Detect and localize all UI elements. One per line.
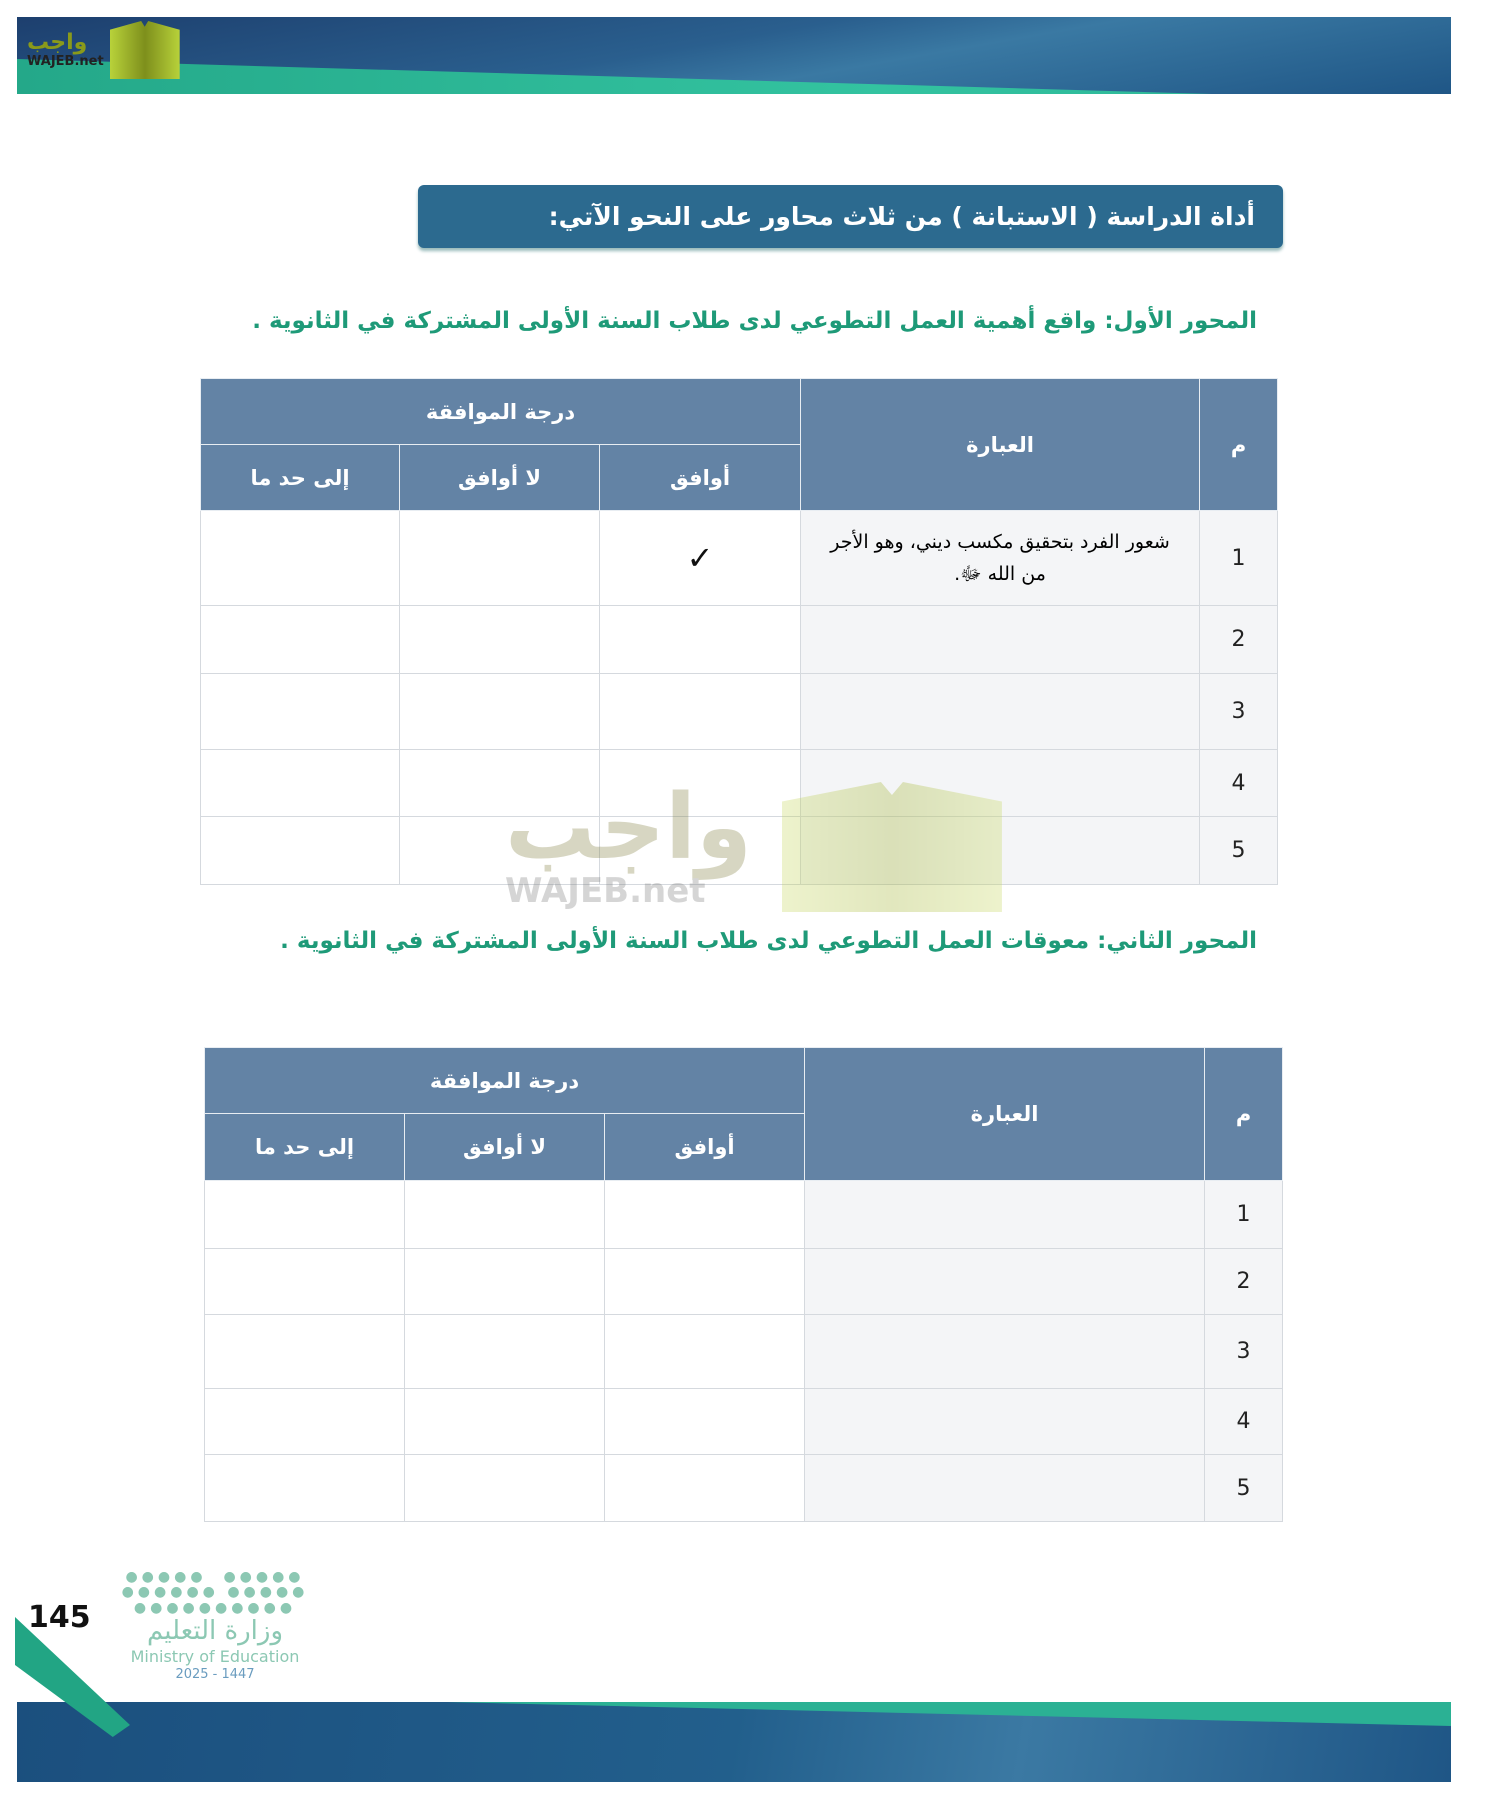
agree-cell[interactable] bbox=[605, 1249, 805, 1315]
row-number: 4 bbox=[1200, 750, 1278, 817]
degree-header: درجة الموافقة bbox=[201, 379, 801, 445]
somewhat-cell[interactable] bbox=[205, 1455, 405, 1522]
col-disagree-header: لا أوافق bbox=[400, 445, 600, 511]
somewhat-cell[interactable] bbox=[205, 1315, 405, 1389]
col-somewhat-header: إلى حد ما bbox=[201, 445, 400, 511]
logo-suffix: .net bbox=[74, 53, 104, 69]
table-row bbox=[201, 606, 1278, 674]
somewhat-cell[interactable] bbox=[201, 606, 400, 674]
statement-cell[interactable] bbox=[805, 1455, 1205, 1522]
row-number: 3 bbox=[1205, 1315, 1283, 1389]
statement-cell[interactable] bbox=[801, 817, 1200, 885]
statement-cell[interactable] bbox=[801, 750, 1200, 817]
agree-cell[interactable] bbox=[600, 750, 801, 817]
disagree-cell[interactable] bbox=[405, 1389, 605, 1455]
table-row bbox=[201, 817, 1278, 885]
ministry-year: 2025 - 1447 bbox=[175, 1666, 255, 1682]
col-disagree-header: لا أوافق bbox=[405, 1114, 605, 1181]
title-text: أداة الدراسة ( الاستبانة ) من ثلاث محاور على النحو الآتي: bbox=[548, 202, 1255, 231]
somewhat-cell[interactable] bbox=[205, 1181, 405, 1249]
disagree-cell[interactable] bbox=[405, 1455, 605, 1522]
col-agree-header: أوافق bbox=[600, 445, 801, 511]
row-number: 3 bbox=[1200, 674, 1278, 750]
wajeb-logo[interactable] bbox=[27, 21, 180, 79]
axis1-heading: المحور الأول: واقع أهمية العمل التطوعي لدى طلاب السنة الأولى المشتركة في الثانوية . bbox=[252, 308, 1257, 334]
header-banner bbox=[17, 17, 1451, 94]
row-number: 2 bbox=[1200, 606, 1278, 674]
agree-cell[interactable] bbox=[605, 1389, 805, 1455]
somewhat-cell[interactable] bbox=[201, 674, 400, 750]
page-title bbox=[418, 185, 1283, 248]
agree-cell[interactable] bbox=[605, 1181, 805, 1249]
row-number: 2 bbox=[1205, 1249, 1283, 1315]
statement-cell[interactable] bbox=[801, 606, 1200, 674]
logo-arabic: واجب bbox=[27, 29, 88, 55]
table-row bbox=[201, 674, 1278, 750]
table-row bbox=[205, 1455, 1283, 1522]
row-number: 1 bbox=[1200, 511, 1278, 606]
col-num-header: م bbox=[1205, 1048, 1283, 1181]
col-statement-header: العبارة bbox=[801, 379, 1200, 511]
statement-cell[interactable] bbox=[805, 1249, 1205, 1315]
col-statement-header: العبارة bbox=[805, 1048, 1205, 1181]
disagree-cell[interactable] bbox=[400, 750, 600, 817]
statement-cell[interactable] bbox=[805, 1181, 1205, 1249]
axis1-table bbox=[200, 378, 1278, 885]
table-row bbox=[205, 1249, 1283, 1315]
somewhat-cell[interactable] bbox=[201, 817, 400, 885]
axis2-heading: المحور الثاني: معوقات العمل التطوعي لدى طلاب السنة الأولى المشتركة في الثانوية . bbox=[280, 928, 1257, 954]
book-icon bbox=[110, 21, 180, 79]
statement-cell[interactable] bbox=[805, 1389, 1205, 1455]
disagree-cell[interactable] bbox=[400, 817, 600, 885]
col-somewhat-header: إلى حد ما bbox=[205, 1114, 405, 1181]
table-row bbox=[205, 1389, 1283, 1455]
disagree-cell[interactable] bbox=[400, 511, 600, 606]
disagree-cell[interactable] bbox=[400, 674, 600, 750]
agree-cell[interactable] bbox=[600, 606, 801, 674]
row-number: 5 bbox=[1200, 817, 1278, 885]
page-number: 145 bbox=[28, 1600, 91, 1635]
dots-icon: ●●●●● ●●●●● ●●●●●● ●●●●● ●●●●●●●●●● bbox=[121, 1569, 309, 1616]
ministry-arabic: وزارة التعليم bbox=[146, 1616, 284, 1647]
somewhat-cell[interactable] bbox=[205, 1249, 405, 1315]
row-number: 4 bbox=[1205, 1389, 1283, 1455]
disagree-cell[interactable] bbox=[405, 1249, 605, 1315]
statement-cell[interactable] bbox=[805, 1315, 1205, 1389]
degree-header: درجة الموافقة bbox=[205, 1048, 805, 1114]
somewhat-cell[interactable] bbox=[201, 511, 400, 606]
ministry-english: Ministry of Education bbox=[130, 1647, 300, 1667]
agree-cell[interactable] bbox=[600, 674, 801, 750]
agree-cell[interactable] bbox=[600, 817, 801, 885]
footer-banner bbox=[17, 1702, 1451, 1782]
row-number: 5 bbox=[1205, 1455, 1283, 1522]
agree-cell[interactable] bbox=[605, 1455, 805, 1522]
somewhat-cell[interactable] bbox=[201, 750, 400, 817]
logo-latin: WAJEB bbox=[27, 53, 75, 69]
ministry-logo bbox=[115, 1570, 315, 1682]
table-row bbox=[201, 750, 1278, 817]
disagree-cell[interactable] bbox=[405, 1181, 605, 1249]
agree-cell[interactable]: ✓ bbox=[600, 511, 801, 606]
axis2-table bbox=[204, 1047, 1283, 1522]
disagree-cell[interactable] bbox=[400, 606, 600, 674]
row-number: 1 bbox=[1205, 1181, 1283, 1249]
col-agree-header: أوافق bbox=[605, 1114, 805, 1181]
watermark-latin: WAJEB.net bbox=[505, 871, 706, 912]
table-row bbox=[205, 1181, 1283, 1249]
statement-cell[interactable] bbox=[801, 674, 1200, 750]
somewhat-cell[interactable] bbox=[205, 1389, 405, 1455]
watermark-arabic: واجب bbox=[505, 775, 752, 881]
disagree-cell[interactable] bbox=[405, 1315, 605, 1389]
agree-cell[interactable] bbox=[605, 1315, 805, 1389]
col-num-header: م bbox=[1200, 379, 1278, 511]
statement-cell[interactable]: شعور الفرد بتحقيق مكسب ديني، وهو الأجر من الله ﷻ. bbox=[801, 511, 1200, 606]
table-row bbox=[201, 511, 1278, 606]
table-row bbox=[205, 1315, 1283, 1389]
